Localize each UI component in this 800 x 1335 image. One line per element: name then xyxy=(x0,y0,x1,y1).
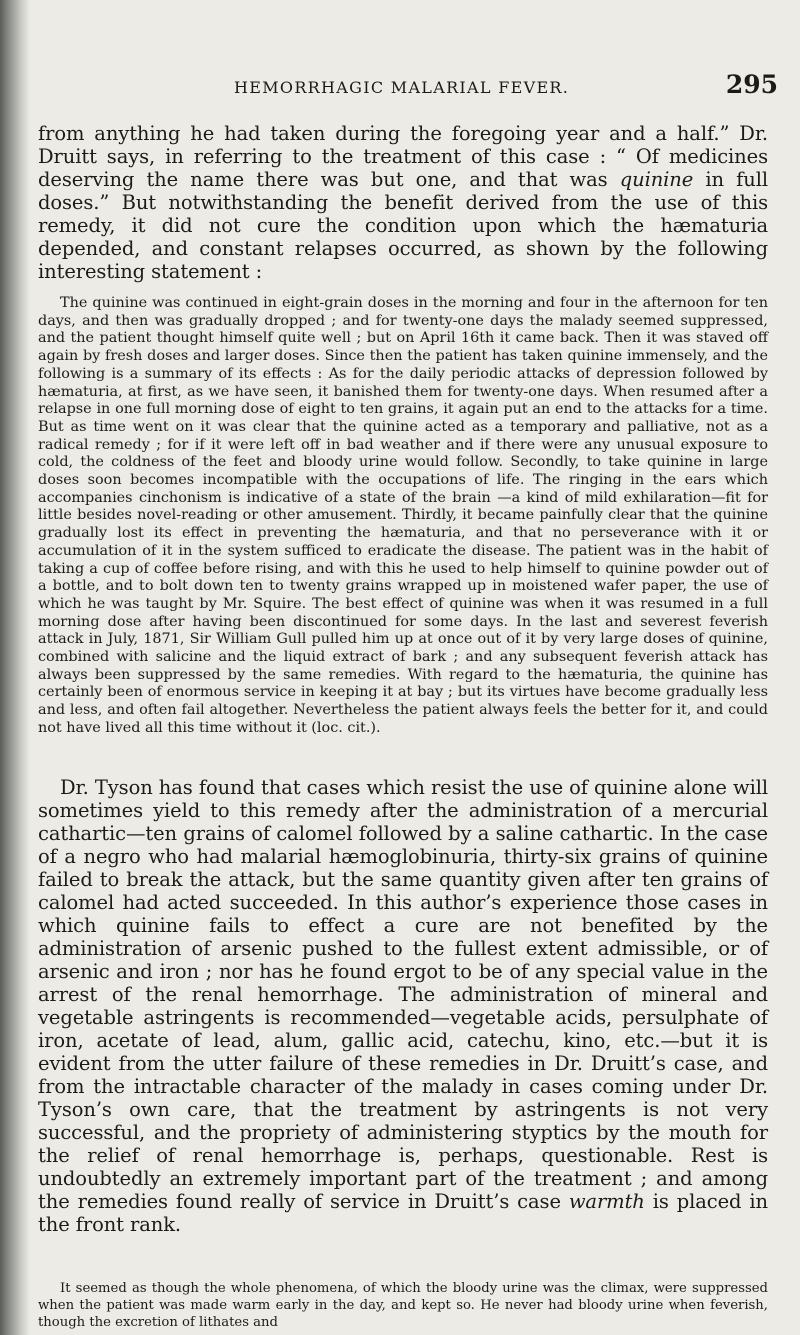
page-number: 295 xyxy=(725,70,778,99)
emphasis-quinine: quinine xyxy=(619,168,694,191)
paragraph-text: in full doses.” But notwithstanding the benefit derived from the use of this remedy, it did not cure the condition upon which the hæmaturia depended, and constant relapses occurred, as shown by the following interesting statement : xyxy=(38,168,768,283)
emphasis-warmth: warmth xyxy=(568,1190,645,1213)
running-title: HEMORRHAGIC MALARIAL FEVER. xyxy=(234,78,570,97)
block-quotation: The quinine was continued in eight-grain doses in the morning and four in the afternoon for ten days, and then was gradually dropped ; and for twenty-one days the malady seemed suppressed, and the patient thought himself quite well ; but on April 16th it came back. Then it was staved off again by fresh doses and larger doses. Since then the patient has taken quinine immensely, and the following is a summary of its effects : As for the daily periodic attacks of depression followed by hæmaturia, at first, as we have seen, it banished them for twenty-one days. When resumed after a relapse in one full morning dose of eight to ten grains, it again put an end to the attacks for a time. But as time went on it was clear that the quinine acted as a temporary and palliative, not as a radical remedy ; for if it were left off in bad weather and if there were any unusual exposure to cold, the coldness of the feet and bloody urine would follow. Secondly, to take quinine in large doses soon becomes incompatible with the occupations of life. The ringing in the ears which accompanies cinchonism is indicative of a state of the brain —a kind of mild exhilaration—fit for little besides novel-reading or other amusement. Thirdly, it became painfully clear that the quinine gradually lost its effect in preventing the hæmaturia, and that no perseverance with it or accumulation of it in the system sufficed to eradicate the disease. The patient was in the habit of taking a cup of coffee before rising, and with this he used to help himself to quinine powder out of a bottle, and to bolt down ten to twenty grains wrapped up in moistened wafer paper, the use of which he was taught by Mr. Squire. The best effect of quinine was when it was resumed in a full morning dose after having been discontinued for some days. In the last and severest feverish attack in July, 1871, Sir William Gull pulled him up at once out of it by very large doses of quinine, combined with salicine and the liquid extract of bark ; and any subsequent feverish attack has always been suppressed by the same remedies. With regard to the hæmaturia, the quinine has certainly been of enormous service in keeping it at bay ; but its virtues have become gradually less and less, and often fail altogether. Nevertheless the patient always feels the better for it, and could not have lived all this time without it (loc. cit.). xyxy=(38,295,768,736)
page-header xyxy=(38,70,778,106)
paragraph-text: Dr. Tyson has found that cases which resist the use of quinine alone will sometimes yield to this remedy after the administration of a mercurial cathartic—ten grains of calomel followed by a saline cathartic. In the case of a negro who had malarial hæmoglobinuria, thirty-six grains of quinine failed to break the attack, but the same quantity given after ten grains of calomel had acted succeeded. In this author’s experience those cases in which quinine fails to effect a cure are not benefited by the administration of arsenic pushed to the fullest extent admissible, or of arsenic and iron ; nor has he found ergot to be of any special value in the arrest of the renal hemorrhage. The administration of mineral and vegetable astringents is recommended—vegetable acids, persulphate of iron, acetate of lead, alum, gallic acid, catechu, kino, etc.—but it is evident from the utter failure of these remedies in Dr. Druitt’s case, and from the intractable character of the malady in cases coming under Dr. Tyson’s own care, that the treatment by astringents is not very successful, and the propriety of administering styptics by the mouth for the relief of renal hemorrhage is, perhaps, questionable. Rest is undoubtedly an extremely important part of the treatment ; and among the remedies found really of service in Druitt’s case xyxy=(38,776,768,1213)
body-paragraph-1 xyxy=(38,122,768,283)
body-paragraph-2 xyxy=(38,776,768,1236)
paragraph-text: from anything he had taken during the foregoing year and a half.” Dr. Druitt says, in referring to the treatment of this case : “ Of medicines deserving the name there was but one, and that was xyxy=(38,122,768,191)
book-page xyxy=(38,0,786,1335)
continued-quotation: It seemed as though the whole phenomena, of which the bloody urine was the climax, were suppressed when the patient was made warm early in the day, and kept so. He never had bloody urine when feverish, though the excretion of lithates and xyxy=(38,1281,768,1330)
book-spine-shadow xyxy=(0,0,30,1335)
paragraph-text: is placed in the front rank. xyxy=(38,1190,768,1236)
